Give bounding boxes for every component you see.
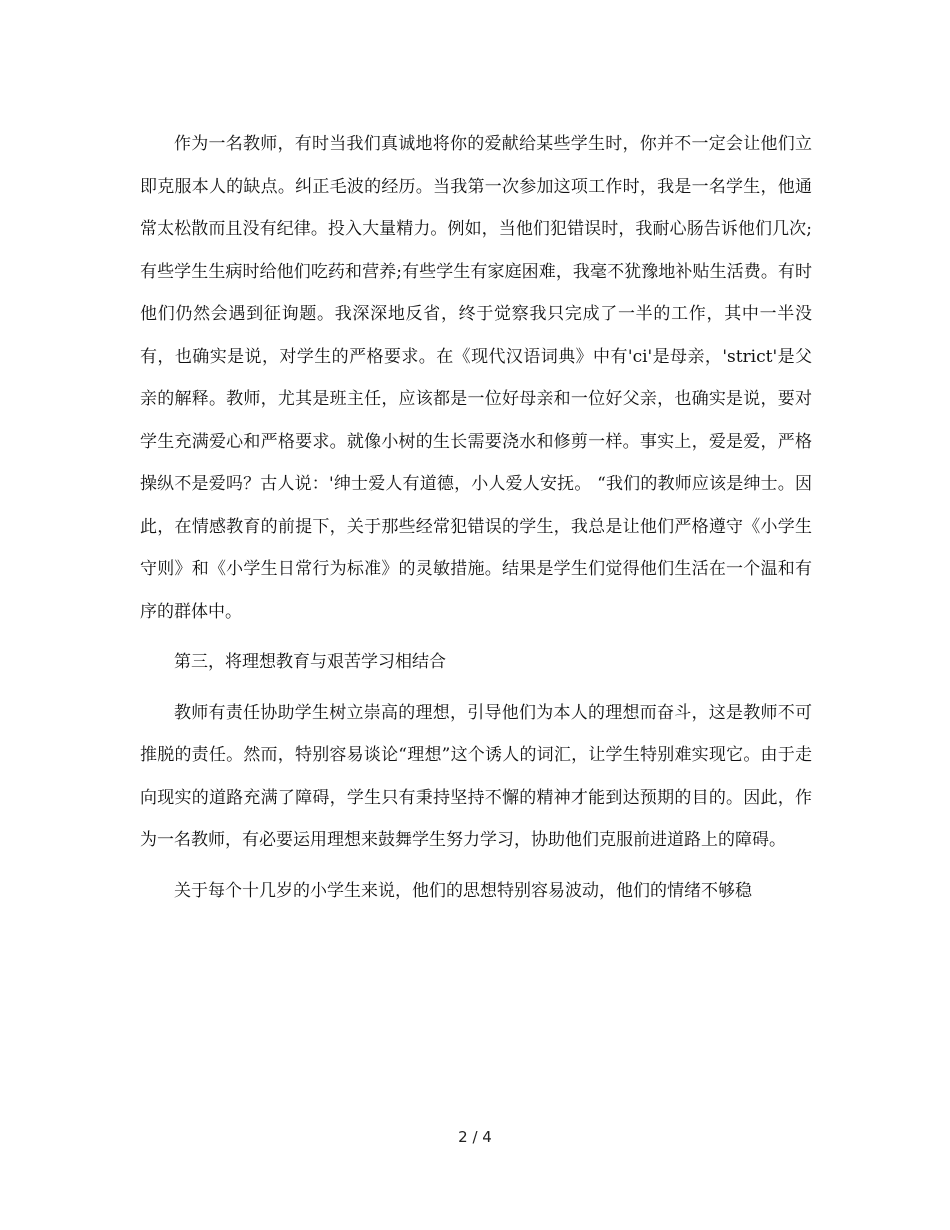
section-heading-third: 第三，将理想教育与艰苦学习相结合 (174, 652, 446, 672)
document-body (140, 123, 812, 912)
paragraph-teenage-students: 关于每个十几岁的小学生来说，他们的思想特别容易波动，他们的情绪不够稳 (174, 880, 752, 901)
paragraph-love-and-strictness: 作为一名教师，有时当我们真诚地将你的爱献给某些学生时，你并不一定会让他们立即克服本人的缺点。纠正毛波的经历。当我第一次参加这项工作时，我是一名学生，他通常太松散而且没有纪律。投入大量精力。例如，当他们犯错误时，我耐心肠告诉他们几次;有些学生生病时给他们吃药和营养;有些学生有家庭困难，我毫不犹豫地补贴生活费。有时他们仍然会遇到征询题。我深深地反省，终于觉察我只完成了一半的工作，其中一半没有，也确实是说，对学生的严格要求。在《现代汉语词典》中有'ci'是母亲，'strict'是父亲的解释。教师，尤其是班主任，应该都是一位好母亲和一位好父亲，也确实是说，要对学生充满爱心和严格要求。就像小树的生长需要浇水和修剪一样。事实上，爱是爱，严格操纵不是爱吗？古人说：'绅士爱人有道德，小人爱人安抚。 “我们的教师应该是绅士。因此，在情感教育的前提下，关于那些经常犯错误的学生，我总是让他们严格遵守《小学生守则》和《小学生日常行为标准》的灵敏措施。结果是学生们觉得他们生活在一个温和有序的群体中。 (140, 134, 812, 622)
paragraph-ideal-education: 教师有责任协助学生树立崇高的理想，引导他们为本人的理想而奋斗，这是教师不可推脱的责任。然而，特别容易谈论“理想”这个诱人的词汇，让学生特别难实现它。由于走向现实的道路充满了障碍，学生只有秉持坚持不懈的精神才能到达预期的目的。因此，作为一名教师，有必要运用理想来鼓舞学生努力学习，协助他们克服前进道路上的障碍。 (140, 702, 812, 850)
page-number: 2 / 4 (458, 1128, 492, 1146)
